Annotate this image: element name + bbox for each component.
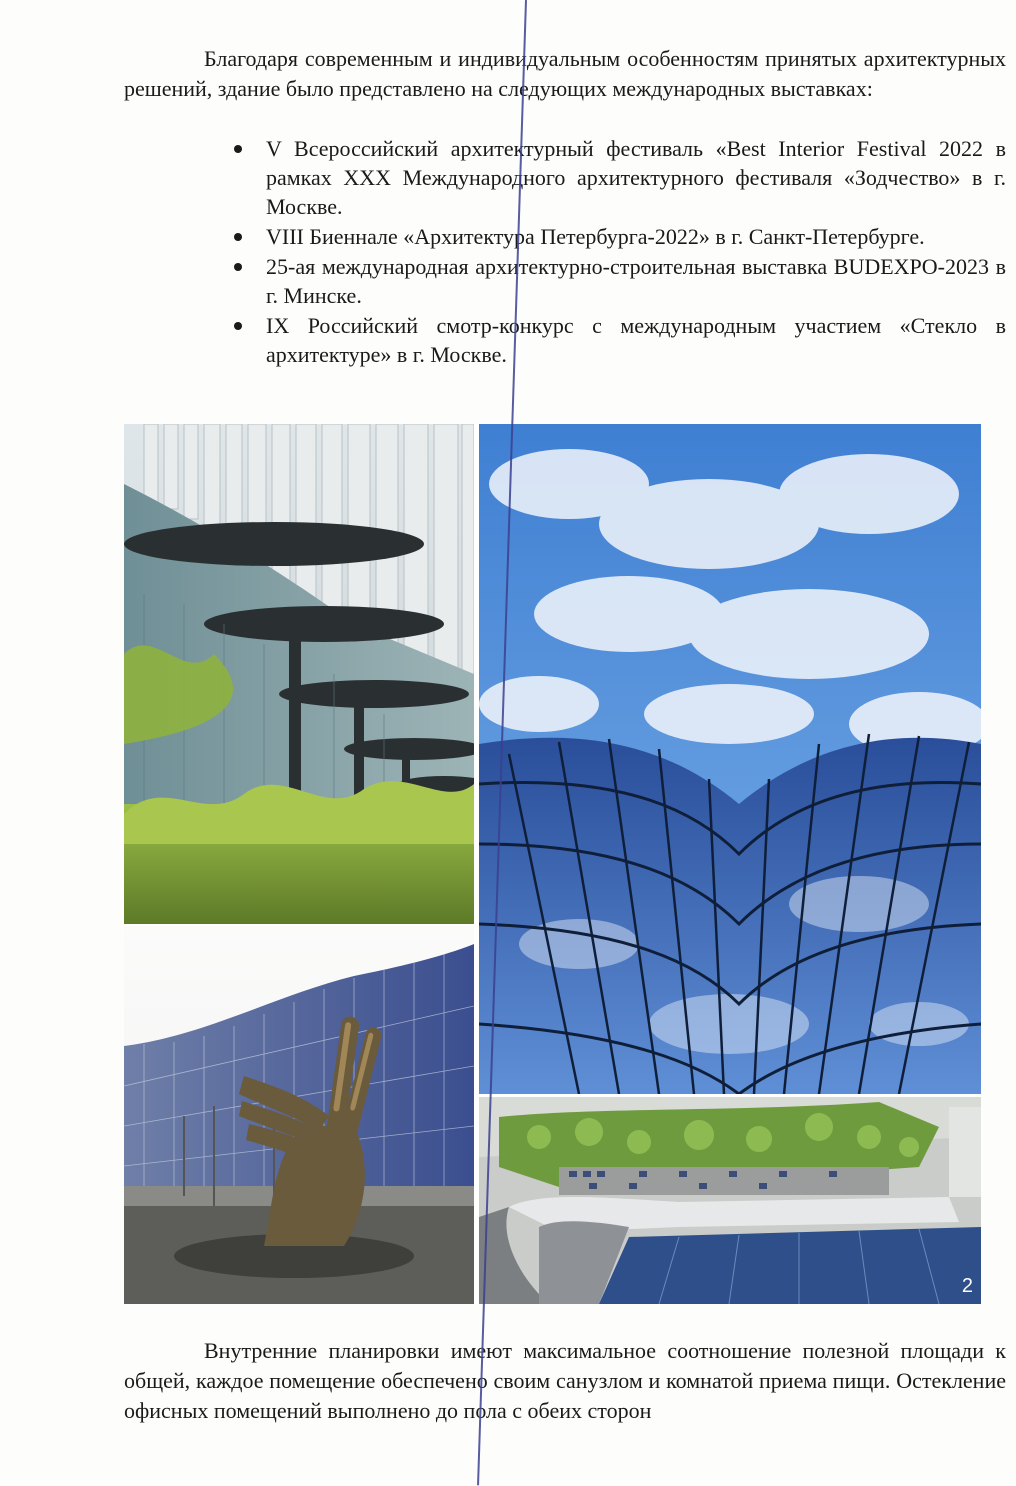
photo-facade-canopies	[124, 424, 474, 924]
list-item	[232, 134, 1006, 221]
photo-hand-sculpture	[124, 926, 474, 1304]
photo-number-badge: 2	[961, 1275, 973, 1297]
list-item	[232, 222, 1006, 251]
bullet-icon	[234, 263, 242, 271]
list-item-text: IX Российский смотр-конкурс с международным участием «Стекло в архитектуре» в г. Москве.	[266, 313, 1006, 367]
exhibitions-list	[232, 134, 1006, 370]
closing-paragraph: Внутренние планировки имеют максимальное соотношение полезной площади к общей, каждое помещение обеспечено своим санузлом и комнатой приема пищи. Остекление офисных помещений выполнено до пола с обеих сторон	[124, 1338, 1006, 1423]
list-item	[232, 252, 1006, 310]
bullet-icon	[234, 145, 242, 153]
bullet-icon	[234, 233, 242, 241]
list-item	[232, 311, 1006, 369]
list-item-text: V Всероссийский архитектурный фестиваль «Best Interior Festival 2022 в рамках XXX Международного архитектурного фестиваля «Зодчество» в г. Москве.	[266, 136, 1006, 219]
bullet-icon	[234, 322, 242, 330]
photo-glass-tower	[479, 424, 981, 1094]
intro-paragraph: Благодаря современным и индивидуальным особенностям принятых архитектурных решений, здание было представлено на следующих международных выставках:	[124, 46, 1006, 101]
photo-aerial-render	[479, 1097, 981, 1304]
photo-collage	[124, 424, 981, 1304]
list-item-text: 25-ая международная архитектурно-строительная выставка BUDEXPO-2023 в г. Минске.	[266, 254, 1006, 308]
list-item-text: VIII Биеннале «Архитектура Петербурга-2022» в г. Санкт-Петербурге.	[266, 224, 925, 249]
